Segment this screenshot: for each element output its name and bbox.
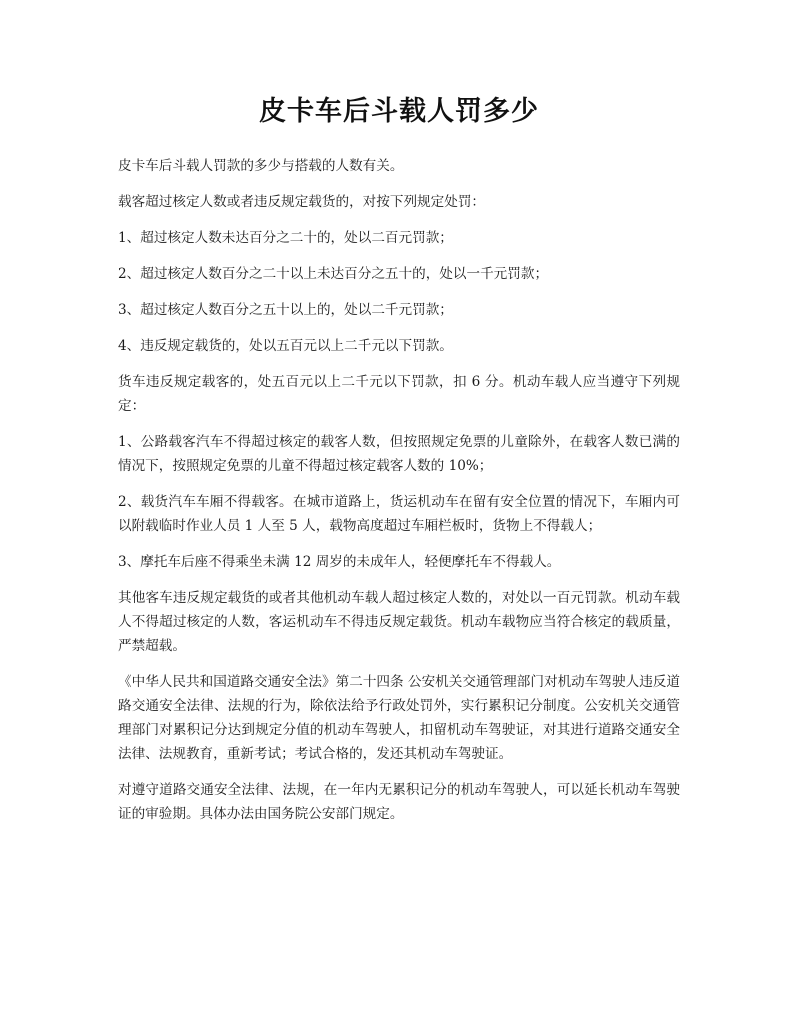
list-item-rule-2: 2、载货汽车车厢不得载客。在城市道路上，货运机动车在留有安全位置的情况下，车厢内可以附载临时作业人员 1 人至 5 人，载物高度超过车厢栏板时，货物上不得载人； bbox=[118, 494, 680, 534]
paragraph-other-vehicles: 其他客车违反规定载货的或者其他机动车载人超过核定人数的，对处以一百元罚款。机动车载人不得超过核定的人数，客运机动车不得违反规定载货。机动车载物应当符合核定的载质量，严禁超载。 bbox=[118, 590, 680, 654]
list-item-penalty-2: 2、超过核定人数百分之二十以上未达百分之五十的，处以一千元罚款； bbox=[118, 266, 549, 282]
list-item-penalty-3: 3、超过核定人数百分之五十以上的，处以二千元罚款； bbox=[118, 302, 453, 318]
paragraph-truck-passengers: 货车违反规定载客的，处五百元以上二千元以下罚款，扣 6 分。机动车载人应当遵守下列规定： bbox=[118, 374, 680, 414]
paragraph-intro: 皮卡车后斗载人罚款的多少与搭载的人数有关。 bbox=[118, 158, 404, 174]
list-item-rule-3: 3、摩托车后座不得乘坐未满 12 周岁的未成年人，轻便摩托车不得载人。 bbox=[118, 554, 561, 570]
document-title: 皮卡车后斗载人罚多少 bbox=[259, 96, 539, 127]
list-item-penalty-1: 1、超过核定人数未达百分之二十的，处以二百元罚款； bbox=[118, 230, 453, 246]
paragraph-law-article-24: 《中华人民共和国道路交通安全法》第二十四条 公安机关交通管理部门对机动车驾驶人违反道路交通安全法律、法规的行为，除依法给予行政处罚外，实行累积记分制度。公安机关交通管理部门对累积记分达到规定分值的机动车驾驶人，扣留机动车驾驶证，对其进行道路交通安全法律、法规教育，重新考试；考试合格的，发还其机动车驾驶证。 bbox=[118, 674, 680, 762]
paragraph-penalty-rules: 载客超过核定人数或者违反规定载货的，对按下列规定处罚： bbox=[118, 194, 486, 210]
list-item-penalty-4: 4、违反规定载货的，处以五百元以上二千元以下罚款。 bbox=[118, 338, 453, 354]
document-page bbox=[118, 92, 680, 838]
list-item-rule-1: 1、公路载客汽车不得超过核定的载客人数，但按照规定免票的儿童除外，在载客人数已满的情况下，按照规定免票的儿童不得超过核定载客人数的 10%； bbox=[118, 434, 680, 474]
paragraph-license-extension: 对遵守道路交通安全法律、法规，在一年内无累积记分的机动车驾驶人，可以延长机动车驾驶证的审验期。具体办法由国务院公安部门规定。 bbox=[118, 782, 680, 822]
